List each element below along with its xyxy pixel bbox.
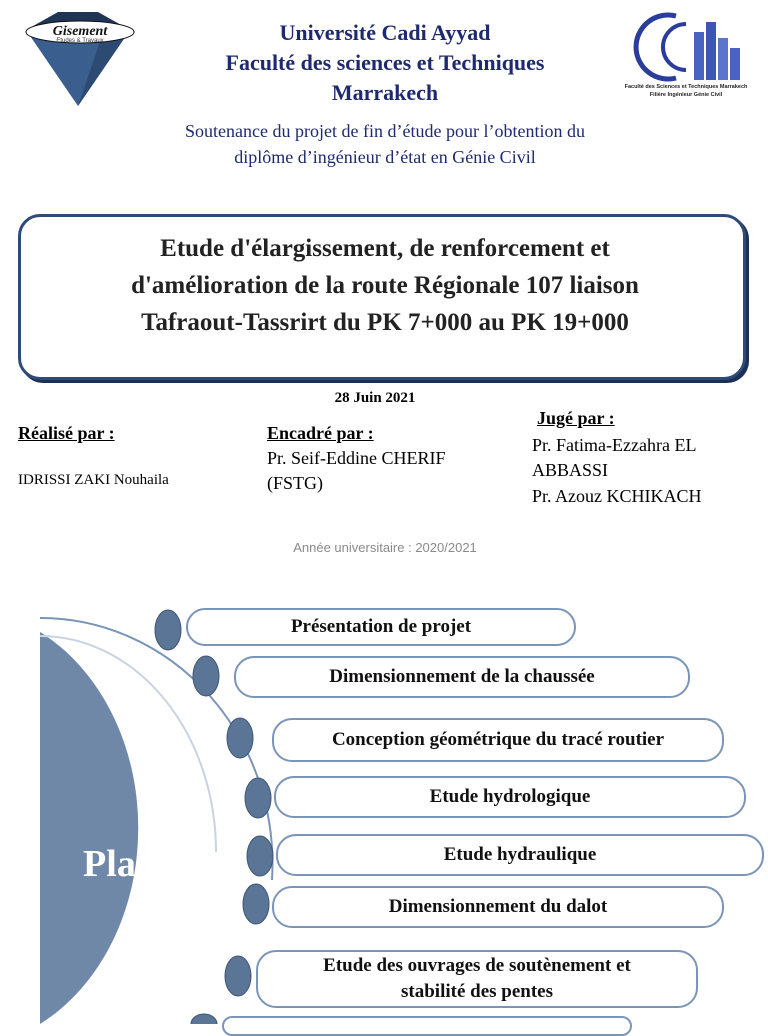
plan-item-hydrologique: Etude hydrologique (274, 776, 746, 818)
defense-date: 28 Juin 2021 (334, 390, 416, 406)
plan-bullet-4 (245, 778, 271, 818)
academic-year: Année universitaire : 2020/2021 (293, 540, 477, 555)
fst-logo (606, 4, 766, 104)
plan-bullet-1 (155, 610, 181, 650)
plan-item-soutenement-line-1: Etude des ouvrages de soutènement et (323, 955, 631, 976)
plan-bullet-7 (225, 956, 251, 996)
title-line-1: Etude d'élargissement, de renforcement et (160, 235, 610, 262)
title-line-3: Tafraout-Tassrirt du PK 7+000 au PK 19+000 (141, 309, 629, 336)
plan-item-soutenement-line-2: stabilité des pentes (401, 981, 553, 1002)
subtitle-line-1: Soutenance du projet de fin d’étude pour l’obtention du (185, 121, 585, 141)
plan-bullet-5 (247, 836, 273, 876)
plan-item-chaussee: Dimensionnement de la chaussée (234, 656, 690, 698)
plan-bullet-3 (227, 718, 253, 758)
supervisor-line-1: Pr. Seif-Eddine CHERIF (267, 448, 446, 468)
plan-bullet-6 (243, 884, 269, 924)
plan-label: Plan (83, 843, 157, 885)
logo-right-caption2: Filière Ingénieur Génie Civil (649, 92, 723, 98)
plan-half-circle (40, 632, 138, 1024)
plan-item-next (222, 1016, 632, 1036)
logo-right-caption1: Faculté des Sciences et Techniques Marrakech (624, 84, 748, 90)
jury-line-2: ABBASSI (532, 460, 609, 480)
university-name: Université Cadi Ayyad (279, 20, 491, 45)
student-name: IDRISSI ZAKI Nouhaila (18, 472, 169, 488)
plan-item-hydraulique: Etude hydraulique (276, 834, 764, 876)
encadre-label: Encadré par : (267, 423, 374, 443)
logo-left-sub: Etudes & Travaux (56, 38, 104, 44)
jury-line-1: Pr. Fatima-Ezzahra EL (532, 435, 697, 455)
jury-line-3: Pr. Azouz KCHIKACH (532, 486, 702, 506)
faculty-name: Faculté des sciences et Techniques (225, 50, 545, 75)
plan-item-trace: Conception géométrique du tracé routier (272, 718, 724, 762)
city-name: Marrakech (331, 80, 439, 105)
title-line-2: d'amélioration de la route Régionale 107 liaison (131, 272, 639, 299)
supervisor-line-2: (FSTG) (267, 473, 324, 493)
plan-item-soutenement (256, 950, 698, 1008)
subtitle-line-2: diplôme d’ingénieur d’état en Génie Civil (234, 147, 536, 167)
plan-bullet-2 (193, 656, 219, 696)
gisement-logo (18, 8, 138, 108)
project-title (40, 230, 730, 341)
logo-left-text: Gisement (52, 24, 108, 39)
plan-item-presentation: Présentation de projet (186, 608, 576, 646)
plan-bullet-8 (191, 1014, 217, 1024)
juge-label: Jugé par : (537, 408, 615, 428)
plan-item-dalot: Dimensionnement du dalot (272, 886, 724, 928)
realise-label: Réalisé par : (18, 423, 115, 443)
